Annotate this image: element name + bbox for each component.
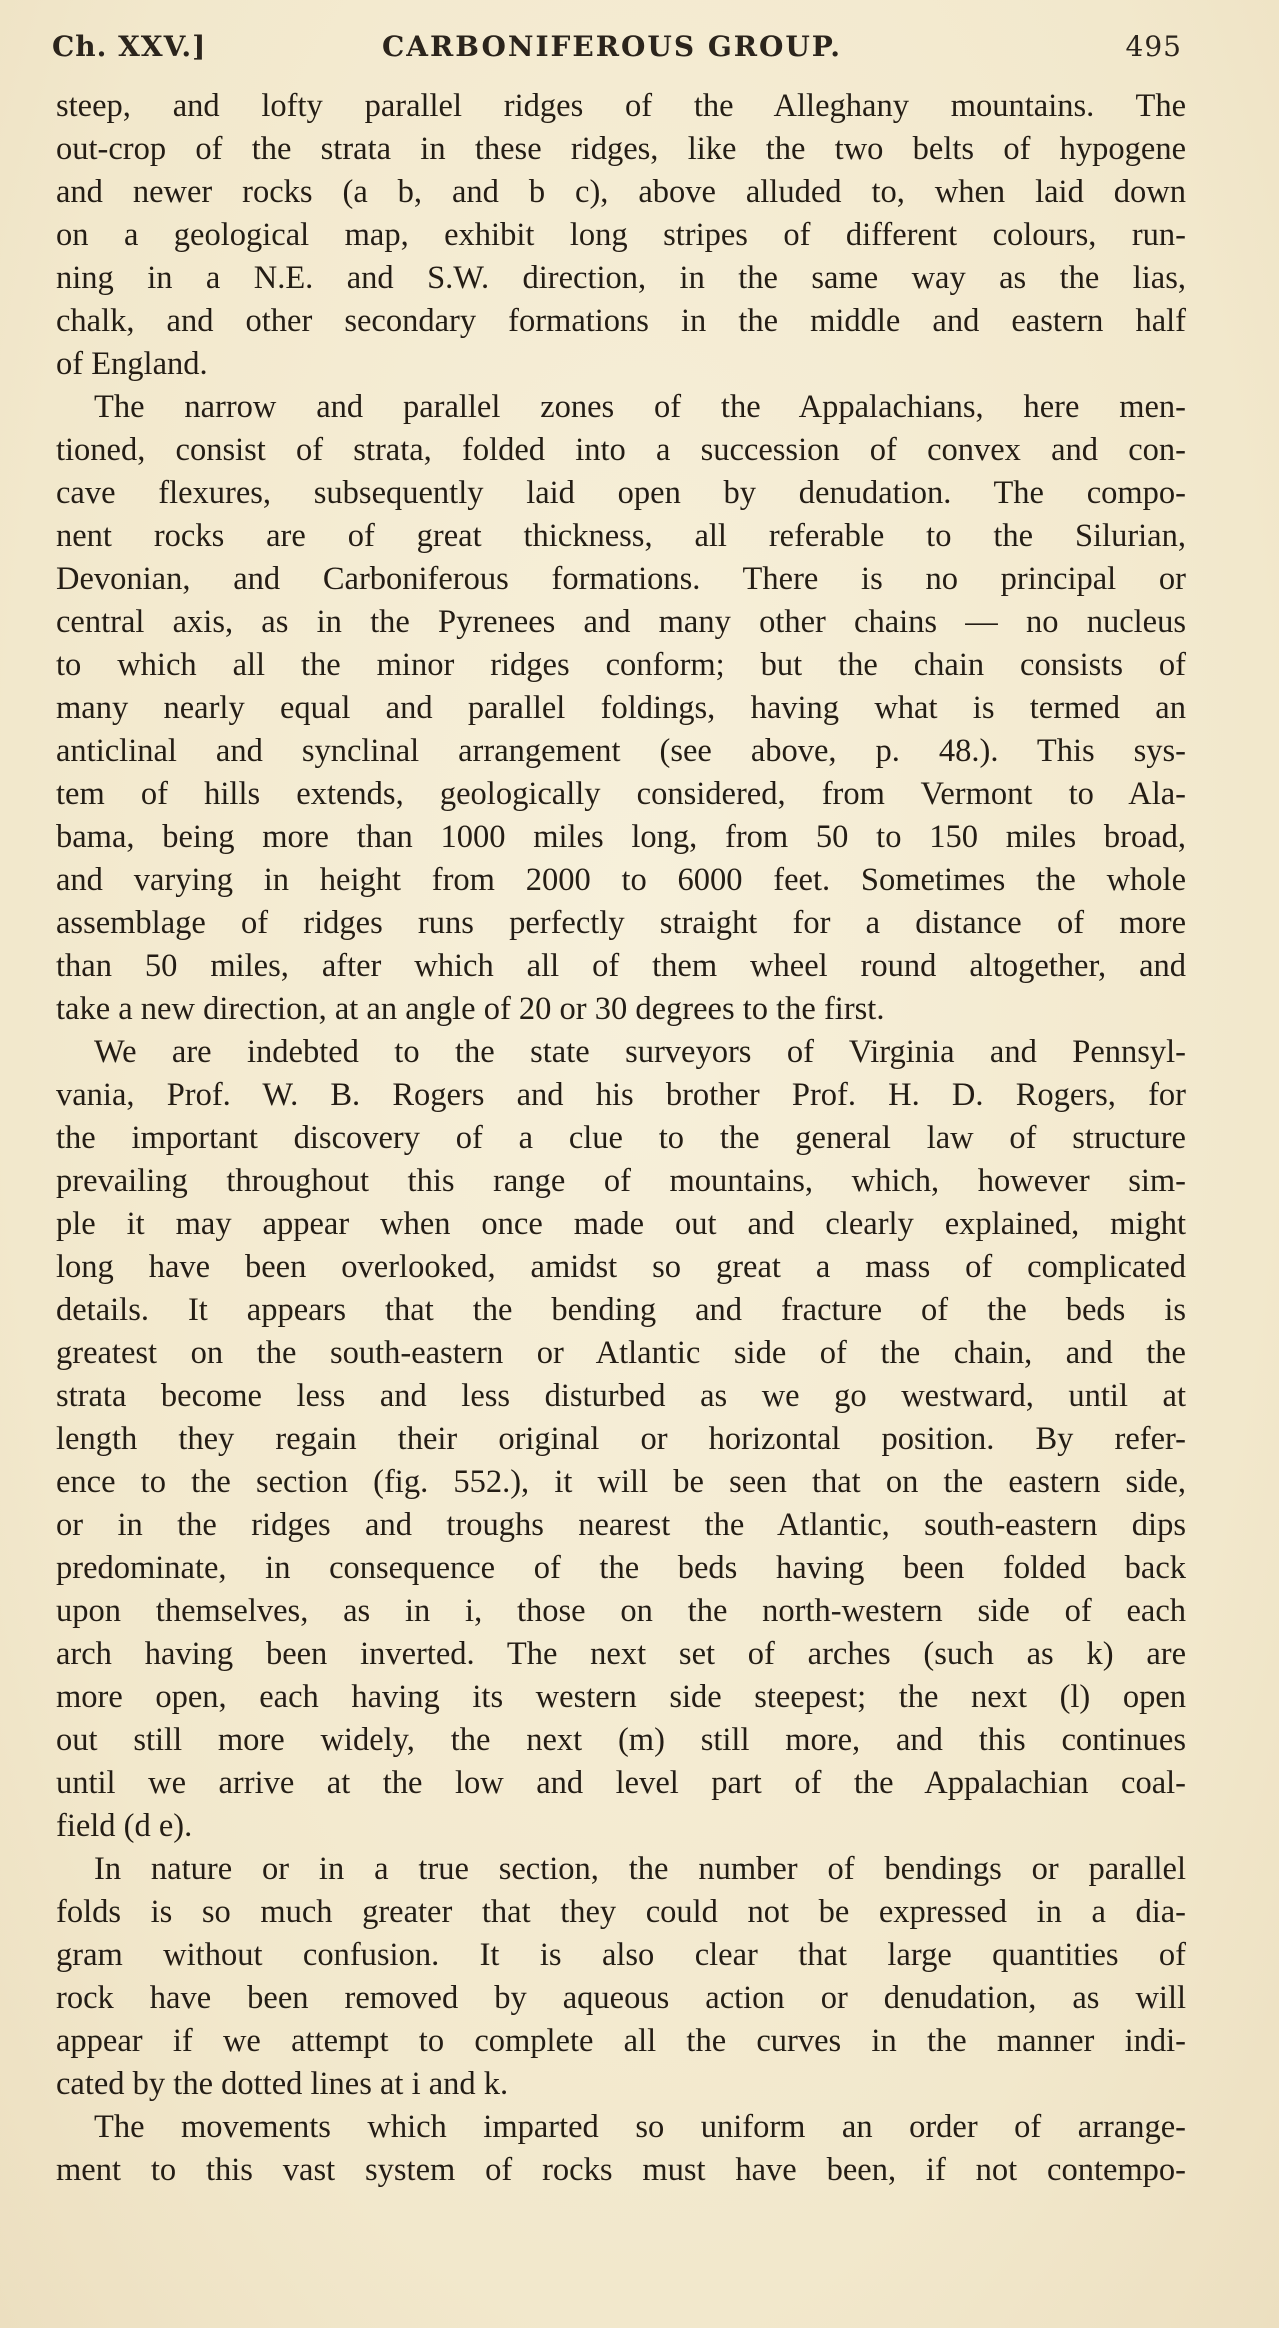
text-line: gram without confusion. It is also clear that large quantities of	[56, 1937, 1186, 1973]
text-line: length they regain their original or horizontal position. By refer-	[56, 1421, 1186, 1457]
text-line: to which all the minor ridges conform; but the chain consists of	[56, 647, 1186, 683]
running-header	[52, 30, 1182, 74]
text-line: predominate, in consequence of the beds having been folded back	[56, 1550, 1186, 1586]
text-line: cave flexures, subsequently laid open by denudation. The compo-	[56, 475, 1186, 511]
text-line: chalk, and other secondary formations in the middle and eastern half	[56, 303, 1186, 339]
text-line: strata become less and less disturbed as we go westward, until at	[56, 1378, 1186, 1414]
text-line: In nature or in a true section, the number of bendings or parallel	[94, 1851, 1186, 1887]
text-line: long have been overlooked, amidst so great a mass of complicated	[56, 1249, 1186, 1285]
text-line: assemblage of ridges runs perfectly straight for a distance of more	[56, 905, 1186, 941]
text-line: anticlinal and synclinal arrangement (see above, p. 48.). This sys-	[56, 733, 1186, 769]
text-line: of England.	[56, 346, 208, 382]
text-line: The movements which imparted so uniform an order of arrange-	[94, 2109, 1186, 2145]
text-line: ple it may appear when once made out and clearly explained, might	[56, 1206, 1186, 1242]
chapter-label: Ch. XXV.]	[52, 30, 207, 63]
text-line: steep, and lofty parallel ridges of the Alleghany mountains. The	[56, 88, 1186, 124]
text-line: many nearly equal and parallel foldings, having what is termed an	[56, 690, 1186, 726]
text-line: bama, being more than 1000 miles long, from 50 to 150 miles broad,	[56, 819, 1186, 855]
text-line: or in the ridges and troughs nearest the Atlantic, south-eastern dips	[56, 1507, 1186, 1543]
text-line: vania, Prof. W. B. Rogers and his brother Prof. H. D. Rogers, for	[56, 1077, 1186, 1113]
text-line: the important discovery of a clue to the general law of structure	[56, 1120, 1186, 1156]
text-line: until we arrive at the low and level part of the Appalachian coal-	[56, 1765, 1186, 1801]
text-line: nent rocks are of great thickness, all referable to the Silurian,	[56, 518, 1186, 554]
text-line: out-crop of the strata in these ridges, like the two belts of hypogene	[56, 131, 1186, 167]
text-line: ment to this vast system of rocks must have been, if not contempo-	[56, 2152, 1186, 2188]
text-line: The narrow and parallel zones of the Appalachians, here men-	[94, 389, 1186, 425]
text-line: cated by the dotted lines at i and k.	[56, 2066, 509, 2102]
text-line: more open, each having its western side steepest; the next (l) open	[56, 1679, 1186, 1715]
text-line: upon themselves, as in i, those on the north-western side of each	[56, 1593, 1186, 1629]
text-line: rock have been removed by aqueous action or denudation, as will	[56, 1980, 1186, 2016]
text-line: Devonian, and Carboniferous formations. There is no principal or	[56, 561, 1186, 597]
body-text	[56, 85, 1186, 2192]
text-line: greatest on the south-eastern or Atlantic side of the chain, and the	[56, 1335, 1186, 1371]
running-title: CARBONIFEROUS GROUP.	[382, 30, 842, 63]
text-line: take a new direction, at an angle of 20 or 30 degrees to the first.	[56, 991, 885, 1027]
text-line: prevailing throughout this range of mountains, which, however sim-	[56, 1163, 1186, 1199]
text-line: on a geological map, exhibit long stripes of different colours, run-	[56, 217, 1186, 253]
text-line: We are indebted to the state surveyors of Virginia and Pennsyl-	[94, 1034, 1186, 1070]
text-line: central axis, as in the Pyrenees and many other chains — no nucleus	[56, 604, 1186, 640]
page-number: 495	[1125, 30, 1182, 63]
text-line: tioned, consist of strata, folded into a succession of convex and con-	[56, 432, 1186, 468]
text-line: arch having been inverted. The next set of arches (such as k) are	[56, 1636, 1186, 1672]
text-line: ence to the section (fig. 552.), it will be seen that on the eastern side,	[56, 1464, 1186, 1500]
text-line: field (d e).	[56, 1808, 193, 1844]
text-line: folds is so much greater that they could not be expressed in a dia-	[56, 1894, 1186, 1930]
text-line: and varying in height from 2000 to 6000 feet. Sometimes the whole	[56, 862, 1186, 898]
text-line: details. It appears that the bending and fracture of the beds is	[56, 1292, 1186, 1328]
text-line: tem of hills extends, geologically considered, from Vermont to Ala-	[56, 776, 1186, 812]
text-line: and newer rocks (a b, and b c), above alluded to, when laid down	[56, 174, 1186, 210]
text-line: out still more widely, the next (m) still more, and this continues	[56, 1722, 1186, 1758]
text-line: than 50 miles, after which all of them wheel round altogether, and	[56, 948, 1186, 984]
text-line: ning in a N.E. and S.W. direction, in the same way as the lias,	[56, 260, 1186, 296]
text-line: appear if we attempt to complete all the curves in the manner indi-	[56, 2023, 1186, 2059]
